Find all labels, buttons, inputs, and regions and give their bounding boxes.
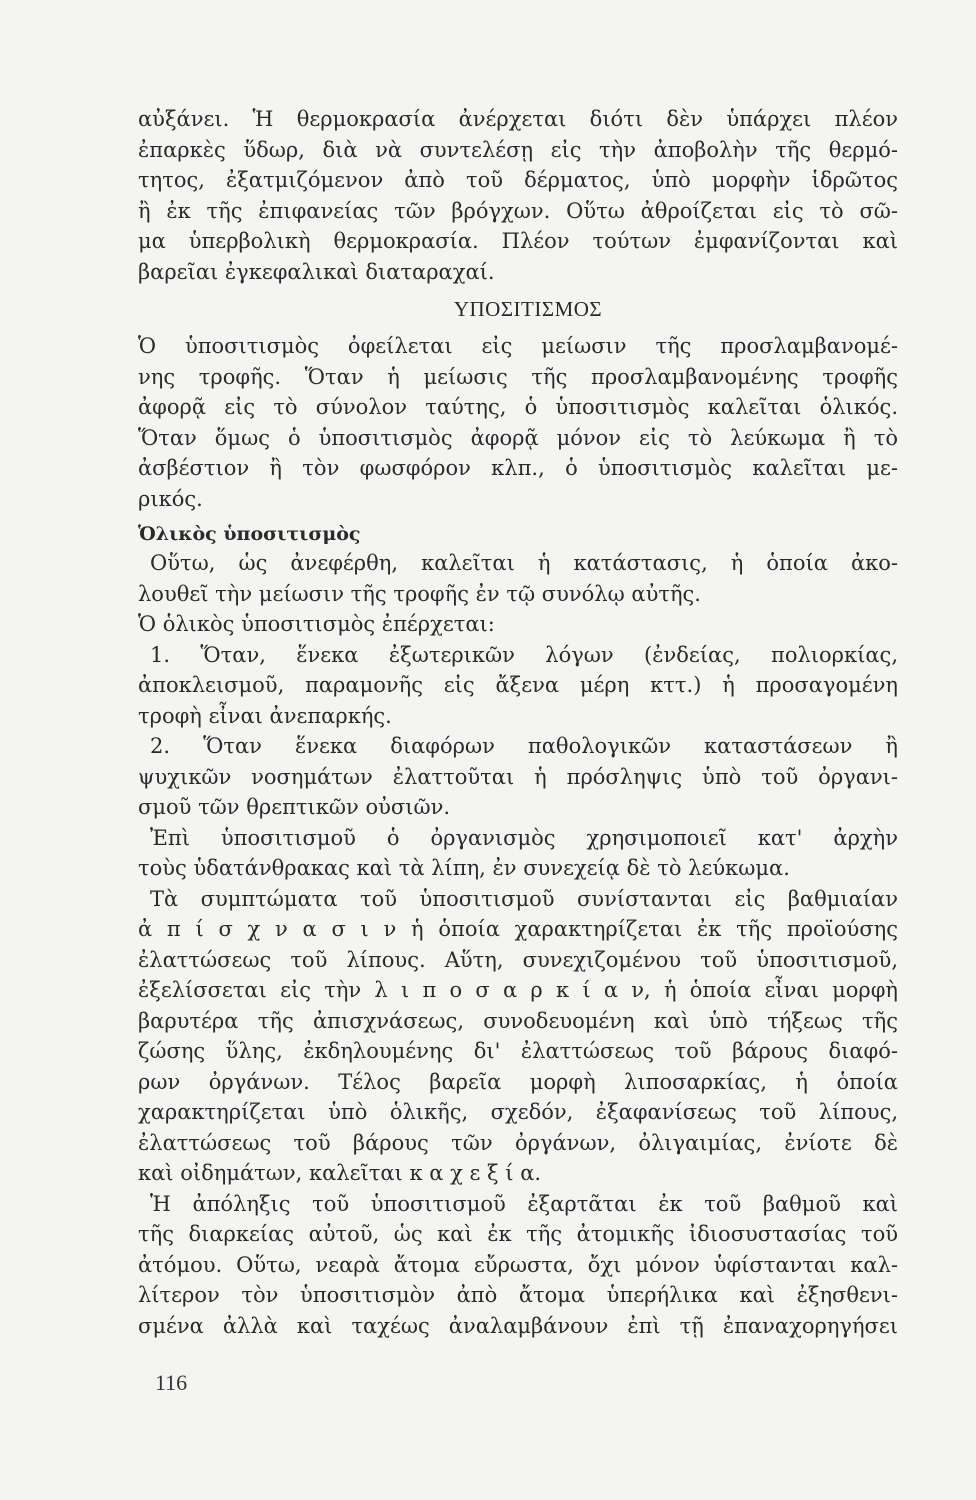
text-line: Ὁ ὁλικὸς ὑποσιτισμὸς ἐπέρχεται: (138, 612, 495, 636)
paragraph-causes-intro (138, 609, 898, 640)
text-line: ἐπαρκὲς ὕδωρ, διὰ νὰ συντελέσῃ εἰς τὴν ἀποβολὴν τῆς θερμό- (138, 137, 898, 162)
text-line: νης τροφῆς. Ὅταν ἡ μείωσις τῆς προσλαμβανομένης τροφῆς (138, 364, 898, 389)
text-line: τητος, ἐξατμιζόμενον ἀπὸ τοῦ δέρματος, ὑπὸ μορφὴν ἱδρῶτος (138, 168, 898, 192)
text-line: ἀσβέστιον ἢ τὸν φωσφόρον κλπ., ὁ ὑποσιτισμὸς καλεῖται με- (138, 456, 898, 480)
text-line: αὐξάνει. Ἡ θερμοκρασία ἀνέρχεται διότι δὲν ὑπάρχει πλέον (138, 107, 898, 131)
text-line: Ὁ ὑποσιτισμὸς ὀφείλεται εἰς μείωσιν τῆς προσλαμβανομέ- (138, 334, 898, 358)
text-line: ἀποκλεισμοῦ, παραμονῆς εἰς ἄξενα μέρη κττ.) ἡ προσαγομένη (138, 673, 898, 697)
paragraph-outcome (138, 1189, 898, 1342)
text-line: Ἡ ἀπόληξις τοῦ ὑποσιτισμοῦ ἐξαρτᾶται ἐκ τοῦ βαθμοῦ καὶ (150, 1191, 898, 1216)
text-line: τῆς διαρκείας αὐτοῦ, ὡς καὶ ἐκ τῆς ἀτομικῆς ἰδιοσυστασίας τοῦ (138, 1222, 898, 1246)
text-line: ἀφορᾷ εἰς τὸ σύνολον ταύτης, ὁ ὑποσιτισμὸς καλεῖται ὁλικός. (138, 395, 898, 419)
text-line: ἐξελίσσεται εἰς τὴν λ ι π ο σ α ρ κ ί α ν, ἡ ὁποία εἶναι μορφὴ (138, 978, 898, 1002)
text-line: ἀτόμου. Οὕτω, νεαρὰ ἄτομα εὔρωστα, ὄχι μόνον ὑφίστανται καλ- (138, 1252, 898, 1277)
cause-2 (138, 731, 898, 823)
text-line: σμένα ἀλλὰ καὶ ταχέως ἀναλαμβάνουν ἐπὶ τῇ ἐπαναχορηγήσει (138, 1313, 898, 1338)
text-line: ἀ π ί σ χ ν α σ ι ν ἡ ὁποία χαρακτηρίζεται ἐκ τῆς προϊούσης (138, 917, 898, 941)
paragraph-order (138, 823, 898, 884)
text-line: Οὕτω, ὡς ἀνεφέρθη, καλεῖται ἡ κατάστασις, ἡ ὁποία ἀκο- (150, 551, 898, 575)
text-line: τοὺς ὑδατάνθρακας καὶ τὰ λίπη, ἐν συνεχείᾳ δὲ τὸ λεύκωμα. (138, 856, 790, 880)
text-line: ψυχικῶν νοσημάτων ἐλαττοῦται ἡ πρόσληψις ὑπὸ τοῦ ὀργανι- (138, 764, 898, 789)
text-line: ρικός. (138, 486, 203, 511)
text-line: βαρεῖαι ἐγκεφαλικαὶ διαταραχαί. (138, 259, 495, 284)
text-line: σμοῦ τῶν θρεπτικῶν οὐσιῶν. (138, 795, 451, 819)
text-line: ἐλαττώσεως τοῦ λίπους. Αὕτη, συνεχιζομένου τοῦ ὑποσιτισμοῦ, (138, 947, 898, 972)
text-line: καὶ οἰδημάτων, καλεῖται κ α χ ε ξ ί α. (138, 1161, 542, 1185)
cause-1 (138, 640, 898, 732)
text-line: ἐλαττώσεως τοῦ βάρους τῶν ὀργάνων, ὀλιγαιμίας, ἐνίοτε δὲ (138, 1130, 898, 1155)
text-line: Ἐπὶ ὑποσιτισμοῦ ὁ ὀργανισμὸς χρησιμοποιεῖ κατ' ἀρχὴν (150, 825, 898, 850)
text-line: ἢ ἐκ τῆς ἐπιφανείας τῶν βρόγχων. Οὕτω ἀθροίζεται εἰς τὸ σῶ- (138, 198, 898, 223)
text-line: Τὰ συμπτώματα τοῦ ὑποσιτισμοῦ συνίστανται εἰς βαθμιαίαν (150, 886, 898, 911)
text-line: ζώσης ὕλης, ἐκδηλουμένης δι' ἐλαττώσεως τοῦ βάρους διαφό- (138, 1039, 898, 1063)
subsection-title: Ὁλικὸς ὑποσιτισμὸς (138, 523, 361, 545)
paragraph-total (138, 548, 898, 609)
text-line: μα ὑπερβολικὴ θερμοκρασία. Πλέον τούτων ἐμφανίζονται καὶ (138, 229, 898, 253)
paragraph-symptoms (138, 884, 898, 1189)
text-line: λουθεῖ τὴν μείωσιν τῆς τροφῆς ἐν τῷ συνόλῳ αὐτῆς. (138, 581, 701, 606)
text-line: ρων ὀργάνων. Τέλος βαρεῖα μορφὴ λιποσαρκίας, ἡ ὁποία (138, 1069, 898, 1094)
text-line: τροφὴ εἶναι ἀνεπαρκής. (138, 703, 392, 728)
book-page (138, 104, 898, 1341)
text-line: 2. Ὅταν ἕνεκα διαφόρων παθολογικῶν καταστάσεων ἢ (150, 734, 898, 758)
text-line: λίτερον τὸν ὑποσιτισμὸν ἀπὸ ἄτομα ὑπερήλικα καὶ ἐξησθενι- (138, 1283, 898, 1307)
paragraph-definition (138, 331, 898, 514)
text-line: 1. Ὅταν, ἕνεκα ἐξωτερικῶν λόγων (ἐνδείας, πολιορκίας, (150, 642, 898, 667)
text-line: χαρακτηρίζεται ὑπὸ ὁλικῆς, σχεδόν, ἐξαφανίσεως τοῦ λίπους, (138, 1100, 898, 1124)
paragraph-intro (138, 104, 898, 287)
text-line: βαρυτέρα τῆς ἀπισχνάσεως, συνοδευομένη καὶ ὑπὸ τήξεως τῆς (138, 1008, 898, 1033)
text-line: Ὅταν ὅμως ὁ ὑποσιτισμὸς ἀφορᾷ μόνον εἰς τὸ λεύκωμα ἢ τὸ (138, 425, 898, 450)
page-number: 116 (155, 1370, 188, 1395)
section-title: ΥΠΟΣΙΤΙΣΜΟΣ (453, 297, 603, 321)
